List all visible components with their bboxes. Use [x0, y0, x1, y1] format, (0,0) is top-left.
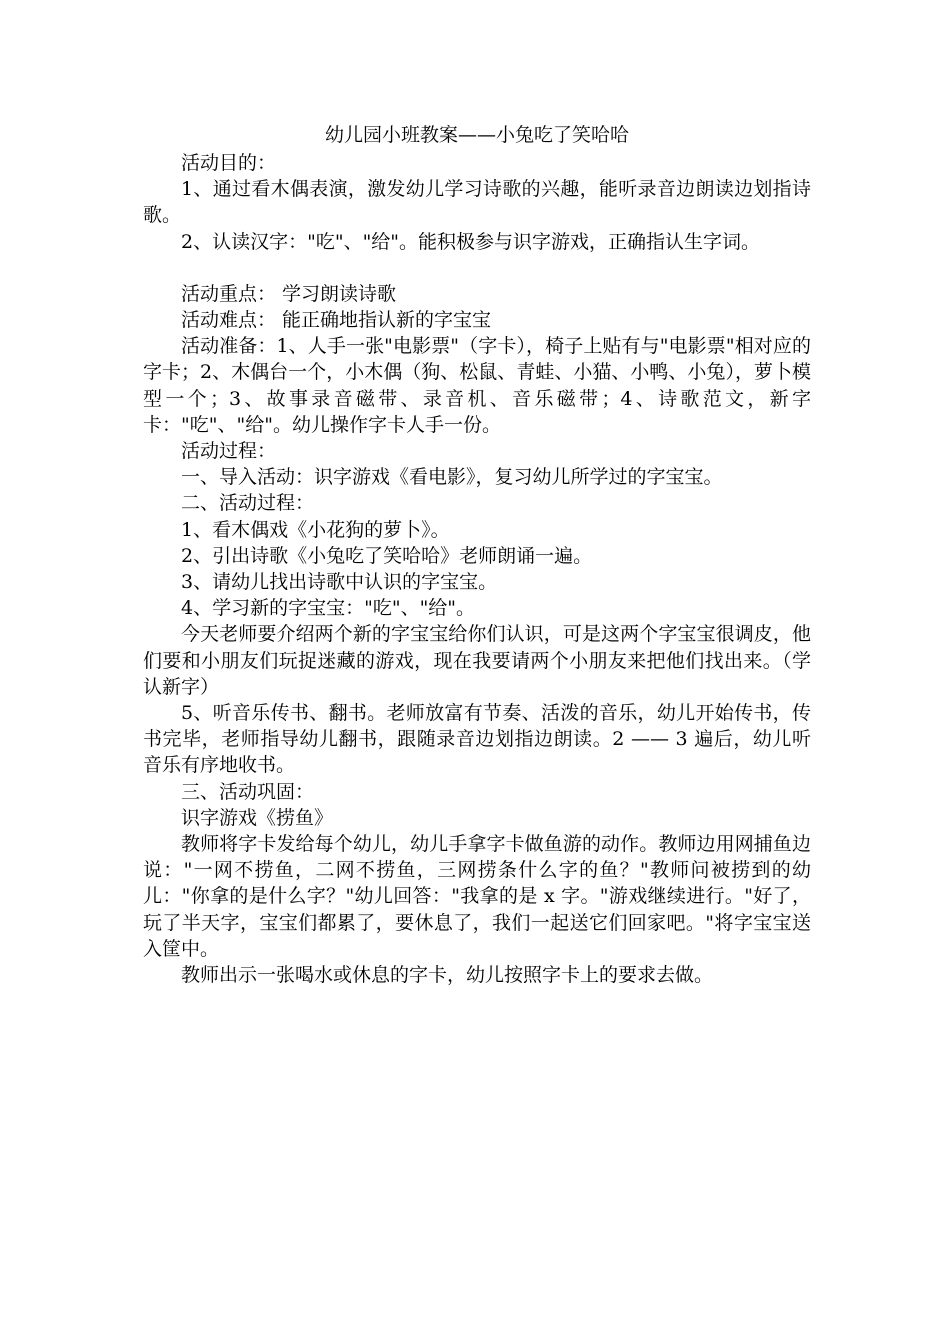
paragraph-difficulty: 活动难点： 能正确地指认新的字宝宝: [181, 309, 492, 332]
paragraph-goal-2: 2、认读汉字："吃"、"给"。能积极参与识字游戏，正确指认生字词。: [181, 230, 761, 253]
paragraph-final-activity: 教师出示一张喝水或休息的字卡，幼儿按照字卡上的要求去做。: [181, 964, 714, 987]
paragraph-new-words: 今天老师要介绍两个新的字宝宝给你们认识，可是这两个字宝宝很调皮，他们要和小朋友们玩捉迷藏的游戏，现在我要请两个小朋友来把他们找出来。（学认新字）: [143, 623, 811, 698]
paragraph-goal-1: 1、通过看木偶表演，激发幼儿学习诗歌的兴趣，能听录音边朗读边划指诗歌。: [143, 178, 811, 227]
paragraph-process-subheading: 二、活动过程：: [181, 492, 315, 515]
paragraph-step-2: 2、引出诗歌《小兔吃了笑哈哈》老师朗诵一遍。: [181, 544, 593, 567]
paragraph-fishing-game: 识字游戏《捞鱼》: [181, 806, 334, 829]
paragraph-step-1: 1、看木偶戏《小花狗的萝卜》。: [181, 518, 450, 541]
paragraph-preparation: 活动准备：1、人手一张"电影票"（字卡），椅子上贴有与"电影票"相对应的字卡；2、木偶台一个，小木偶（狗、松鼠、青蛙、小猫、小鸭、小兔），萝卜模型一个；3、故事录音磁带、录音机、音乐磁带；4、诗歌范文，新字卡："吃"、"给"。幼儿操作字卡人手一份。: [143, 335, 811, 436]
paragraph-consolidation-heading: 三、活动巩固：: [181, 780, 315, 803]
paragraph-step-4: 4、学习新的字宝宝："吃"、"给"。: [181, 597, 476, 620]
paragraph-game-description: 教师将字卡发给每个幼儿，幼儿手拿字卡做鱼游的动作。教师边用网捕鱼边说："一网不捞鱼，二网不捞鱼，三网捞条什么字的鱼？"教师问被捞到的幼儿："你拿的是什么字？"幼儿回答："我拿的是 x 字。"游戏继续进行。"好了，玩了半天字，宝宝们都累了，要休息了，我们一起送它们回家吧。"将字宝宝送入筐中。: [143, 833, 811, 960]
document-title: 幼儿园小班教案——小兔吃了笑哈哈: [324, 124, 629, 146]
paragraph-step-3: 3、请幼儿找出诗歌中认识的字宝宝。: [181, 571, 498, 594]
paragraph-intro-activity: 一、导入活动：识字游戏《看电影》，复习幼儿所学过的字宝宝。: [181, 466, 723, 489]
paragraph-key-point: 活动重点： 学习朗读诗歌: [181, 282, 397, 305]
paragraph-step-5: 5、听音乐传书、翻书。老师放富有节奏、活泼的音乐，幼儿开始传书，传书完毕，老师指导幼儿翻书，跟随录音边划指边朗读。2 —— 3 遍后，幼儿听音乐有序地收书。: [143, 702, 811, 777]
paragraph-goals-heading: 活动目的：: [181, 152, 277, 174]
document-page: [143, 120, 811, 988]
paragraph-process-heading: 活动过程：: [181, 440, 277, 463]
